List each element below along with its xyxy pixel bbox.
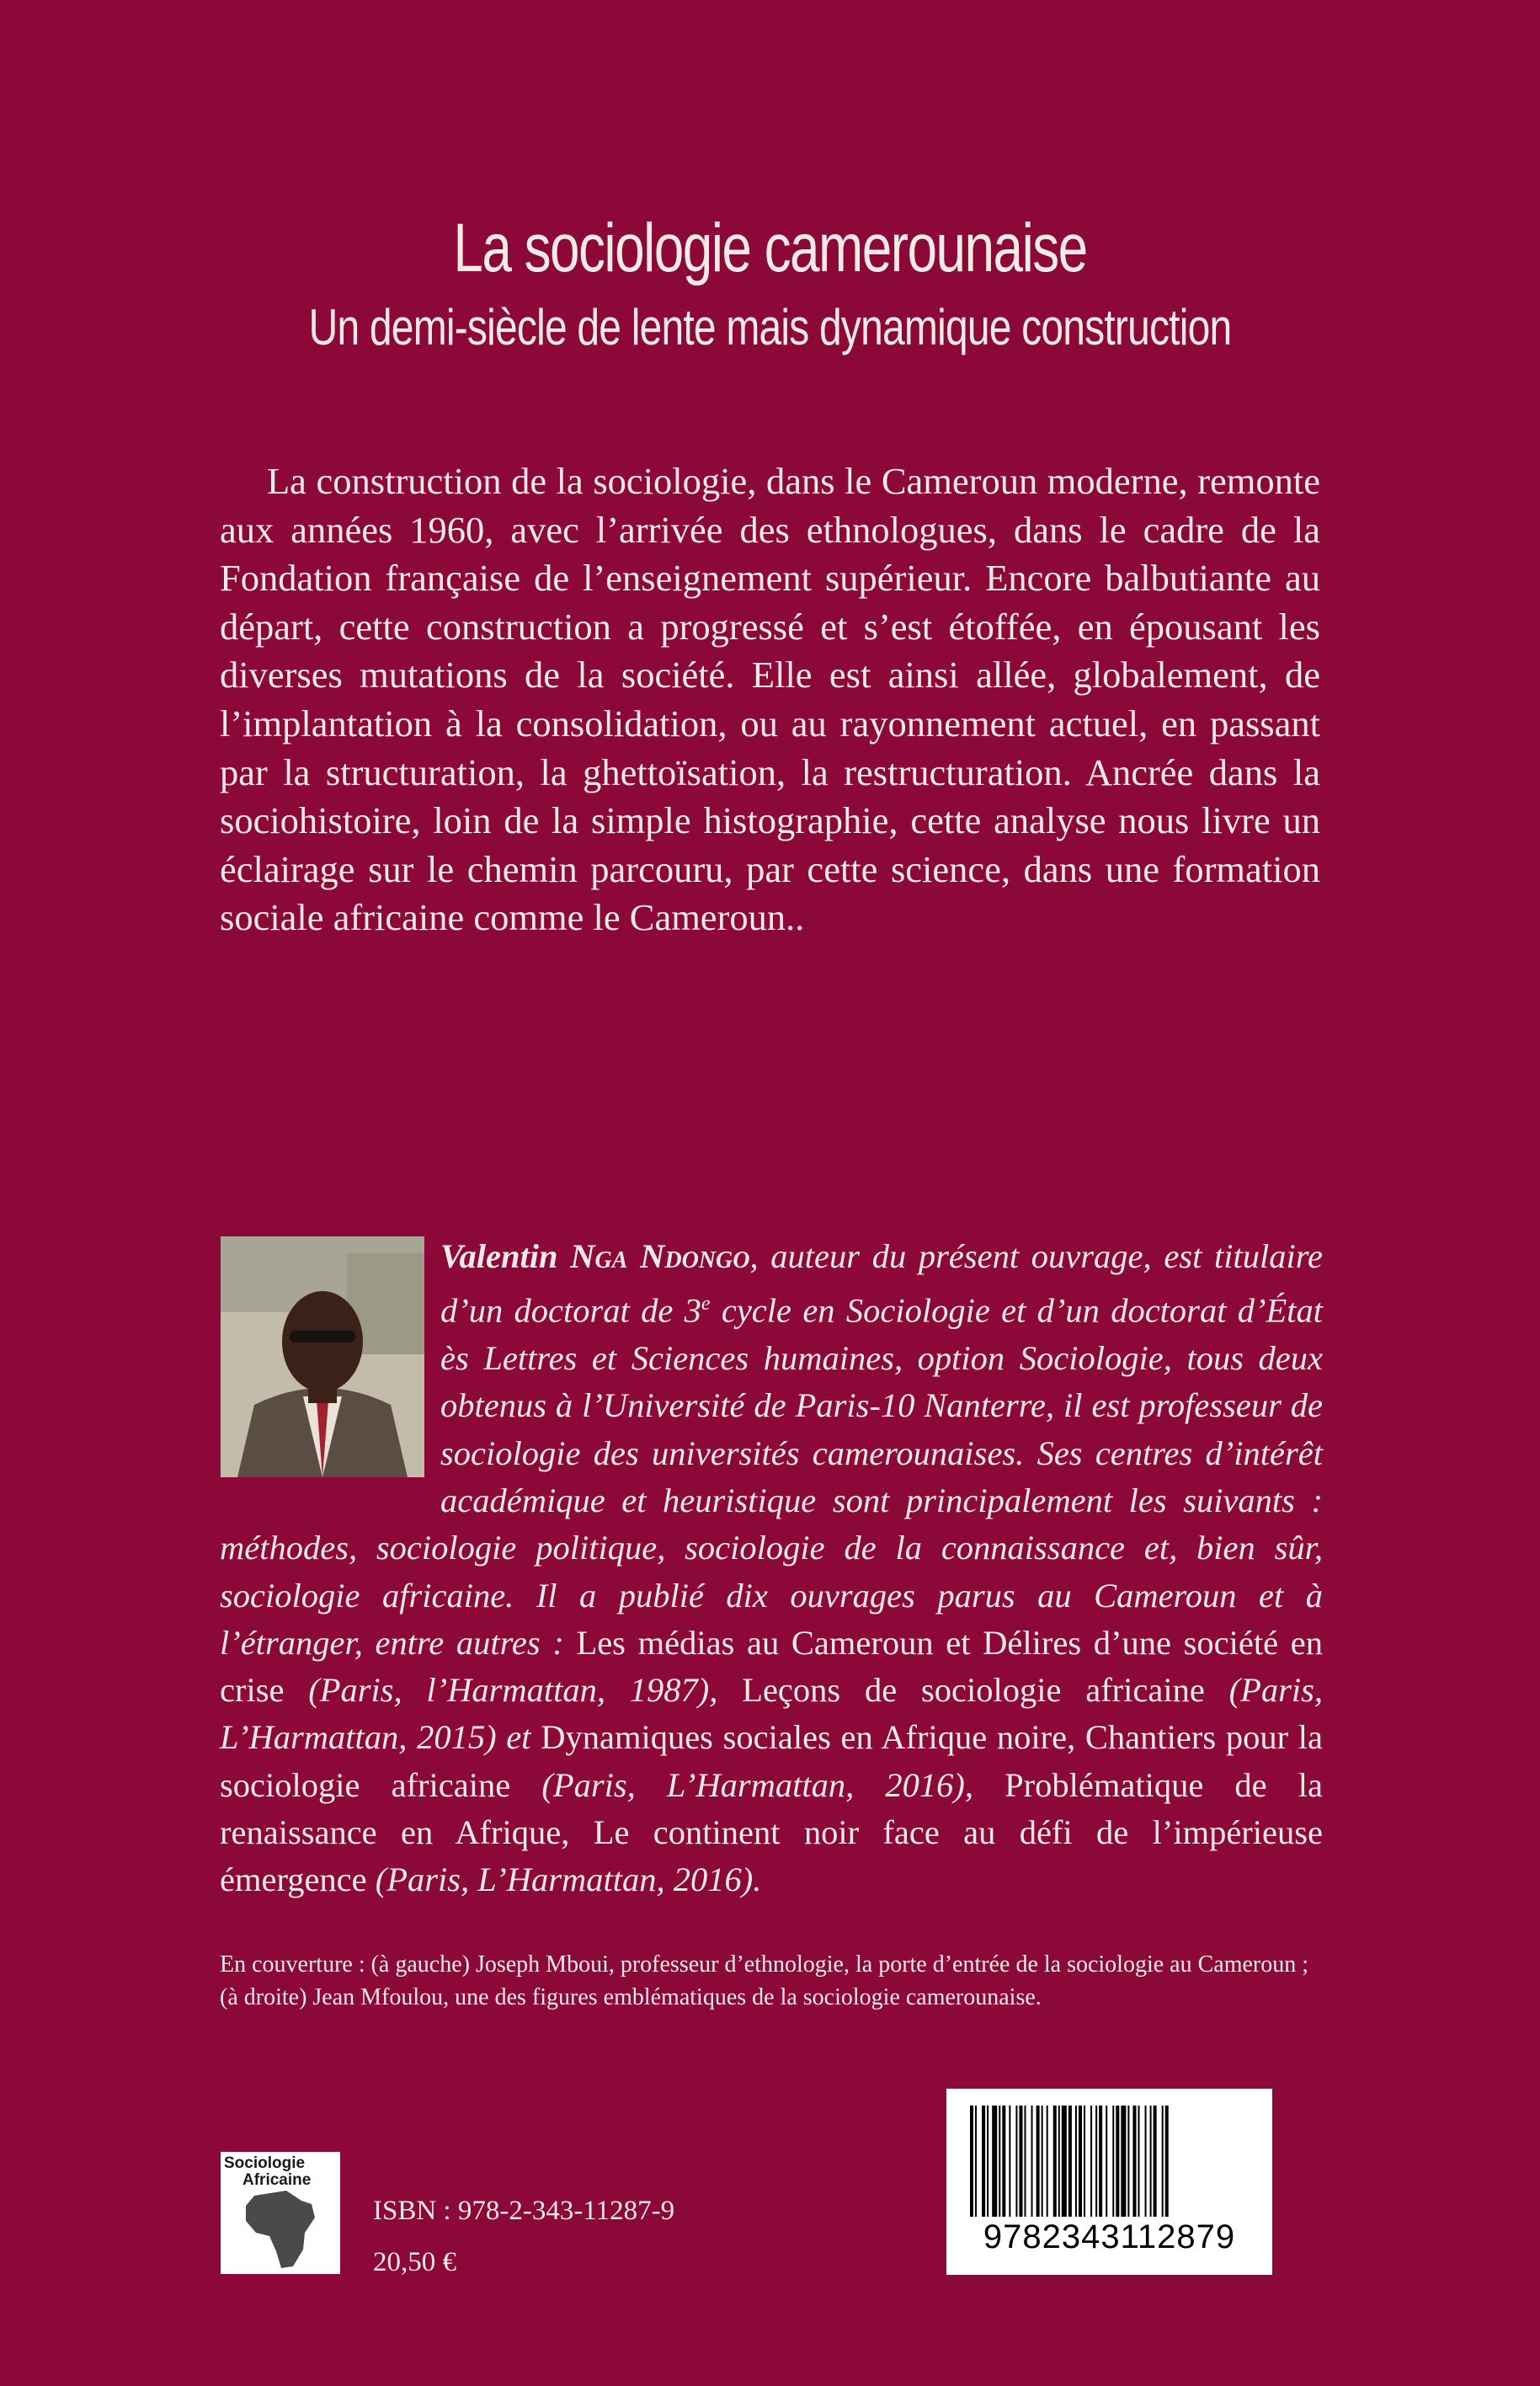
bio-part-1: , auteur du présent ouvrage, est titulaire d’un doctorat de 3 bbox=[440, 1237, 1324, 1330]
barcode-bar bbox=[1084, 2106, 1085, 2217]
bio-part-2: cycle en Sociologie et d’un doctorat d’État ès Lettres et Sciences humaines, option Sociologie, tous deux obtenus à l’Université de Paris-10 Nanterre, il est professeur de sociologie des universités camerounaises. Ses centres d’intérêt académique et heuristique sont principalement les suivants : méthodes, sociologie politique, sociologie de la connaissance et, bien sûr, sociologie africaine. Il a publié dix ouvrages parus au Cameroun et à l’étranger, entre autres : bbox=[220, 1291, 1323, 1662]
barcode-bar bbox=[1106, 2106, 1107, 2217]
barcode-bar bbox=[1150, 2106, 1152, 2217]
bio-superscript: e bbox=[701, 1293, 711, 1316]
barcode-bars bbox=[970, 2106, 1249, 2223]
barcode-bar bbox=[1121, 2106, 1126, 2217]
isbn: ISBN : 978-2-343-11287-9 bbox=[373, 2196, 675, 2226]
barcode-bar bbox=[1002, 2106, 1005, 2217]
barcode-bar bbox=[1095, 2106, 1097, 2217]
barcode-bar bbox=[1116, 2106, 1119, 2217]
barcode-bar bbox=[999, 2106, 1000, 2217]
author-bio bbox=[220, 1233, 1323, 1904]
book-title: La sociologie camerounaise bbox=[453, 210, 1087, 286]
series-logo-text bbox=[224, 2155, 311, 2189]
barcode-bar bbox=[1019, 2106, 1022, 2217]
work-title-3: Dynamiques sociales en Afrique noire, Chantiers pour la sociologie africaine bbox=[220, 1718, 1323, 1804]
barcode-bar bbox=[982, 2106, 985, 2217]
barcode-bar bbox=[970, 2106, 973, 2217]
barcode-bar bbox=[1112, 2106, 1114, 2217]
barcode-bar bbox=[987, 2106, 988, 2217]
barcode-bar bbox=[1099, 2106, 1102, 2217]
work-title-2: Leçons de sociologie africaine bbox=[742, 1671, 1205, 1710]
photo-spacer bbox=[220, 1233, 440, 1519]
barcode-bar bbox=[1053, 2106, 1057, 2217]
book-subtitle: Un demi-siècle de lente mais dynamique construction bbox=[308, 299, 1232, 355]
barcode-bar bbox=[1132, 2106, 1136, 2217]
barcode-bar bbox=[1138, 2106, 1139, 2217]
barcode-bar bbox=[1165, 2106, 1169, 2217]
barcode-bar bbox=[1058, 2106, 1060, 2217]
barcode-bar bbox=[1075, 2106, 1077, 2217]
work-pub-3: (Paris, L’Harmattan, 2016), bbox=[510, 1765, 973, 1804]
barcode-bar bbox=[1031, 2106, 1033, 2217]
author-first-name: Valentin bbox=[440, 1237, 558, 1275]
barcode-bar bbox=[992, 2106, 997, 2217]
barcode-bar bbox=[1047, 2106, 1048, 2217]
series-logo-line1: Sociologie bbox=[224, 2154, 306, 2172]
barcode-bar bbox=[1127, 2106, 1129, 2217]
work-pub-4: (Paris, L’Harmattan, 2016). bbox=[366, 1860, 762, 1899]
series-logo-line2: Africaine bbox=[242, 2171, 312, 2189]
barcode-bar bbox=[1154, 2106, 1157, 2217]
series-logo bbox=[221, 2152, 340, 2274]
barcode-bar bbox=[975, 2106, 977, 2217]
barcode-bar bbox=[1145, 2106, 1147, 2217]
barcode-bar bbox=[1036, 2106, 1040, 2217]
cover-credit: En couverture : (à gauche) Joseph Mboui, professeur d’ethnologie, la porte d’entrée de la sociologie au Cameroun ; (à droite) Jean Mfoulou, une des figures emblématiques de la sociologie camerounaise. bbox=[220, 1951, 1309, 2010]
work-pub-2: (Paris, L’Harmattan, 2015) et bbox=[220, 1671, 1324, 1757]
barcode-bar bbox=[1162, 2106, 1164, 2217]
author-last-name: Nga Ndongo bbox=[570, 1237, 750, 1275]
barcode-bar bbox=[1079, 2106, 1082, 2217]
barcode-bar bbox=[1024, 2106, 1026, 2217]
barcode-bar bbox=[1090, 2106, 1092, 2217]
barcode-bar bbox=[1042, 2106, 1043, 2217]
work-pub-1: (Paris, l’Harmattan, 1987), bbox=[284, 1671, 718, 1710]
price: 20,50 € bbox=[373, 2247, 456, 2277]
barcode-bar bbox=[1062, 2106, 1067, 2217]
barcode-digits: 9782343112879 bbox=[983, 2218, 1236, 2255]
barcode-bar bbox=[1015, 2106, 1017, 2217]
summary-paragraph: La construction de la sociologie, dans le Cameroun moderne, remonte aux années 1960, avec l’arrivée des ethnologues, dans le cadre de la Fondation française de l’enseignement supérieur. Encore balbutiante au départ, cette construction a progressé et s’est étoffée, en épousant les diverses mutations de la société. Elle est ainsi allée, globalement, de l’implantation à la consolidation, ou au rayonnement actuel, en passant par la structuration, la ghettoïsation, la restructuration. Ancrée dans la sociohistoire, loin de la simple histographie, cette analyse nous livre un éclairage sur le chemin parcouru, par cette science, dans une formation sociale africaine comme le Cameroun.. bbox=[220, 460, 1320, 939]
work-title-1: Les médias au Cameroun et Délires d’une société en crise bbox=[220, 1623, 1323, 1710]
barcode-bar bbox=[1009, 2106, 1010, 2217]
barcode-bar bbox=[1068, 2106, 1072, 2217]
title-block bbox=[0, 206, 1540, 360]
barcode bbox=[946, 2089, 1272, 2275]
work-title-4: Problématique de la renaissance en Afrique, Le continent noir face au défi de l’impérieuse émergence bbox=[220, 1765, 1324, 1899]
